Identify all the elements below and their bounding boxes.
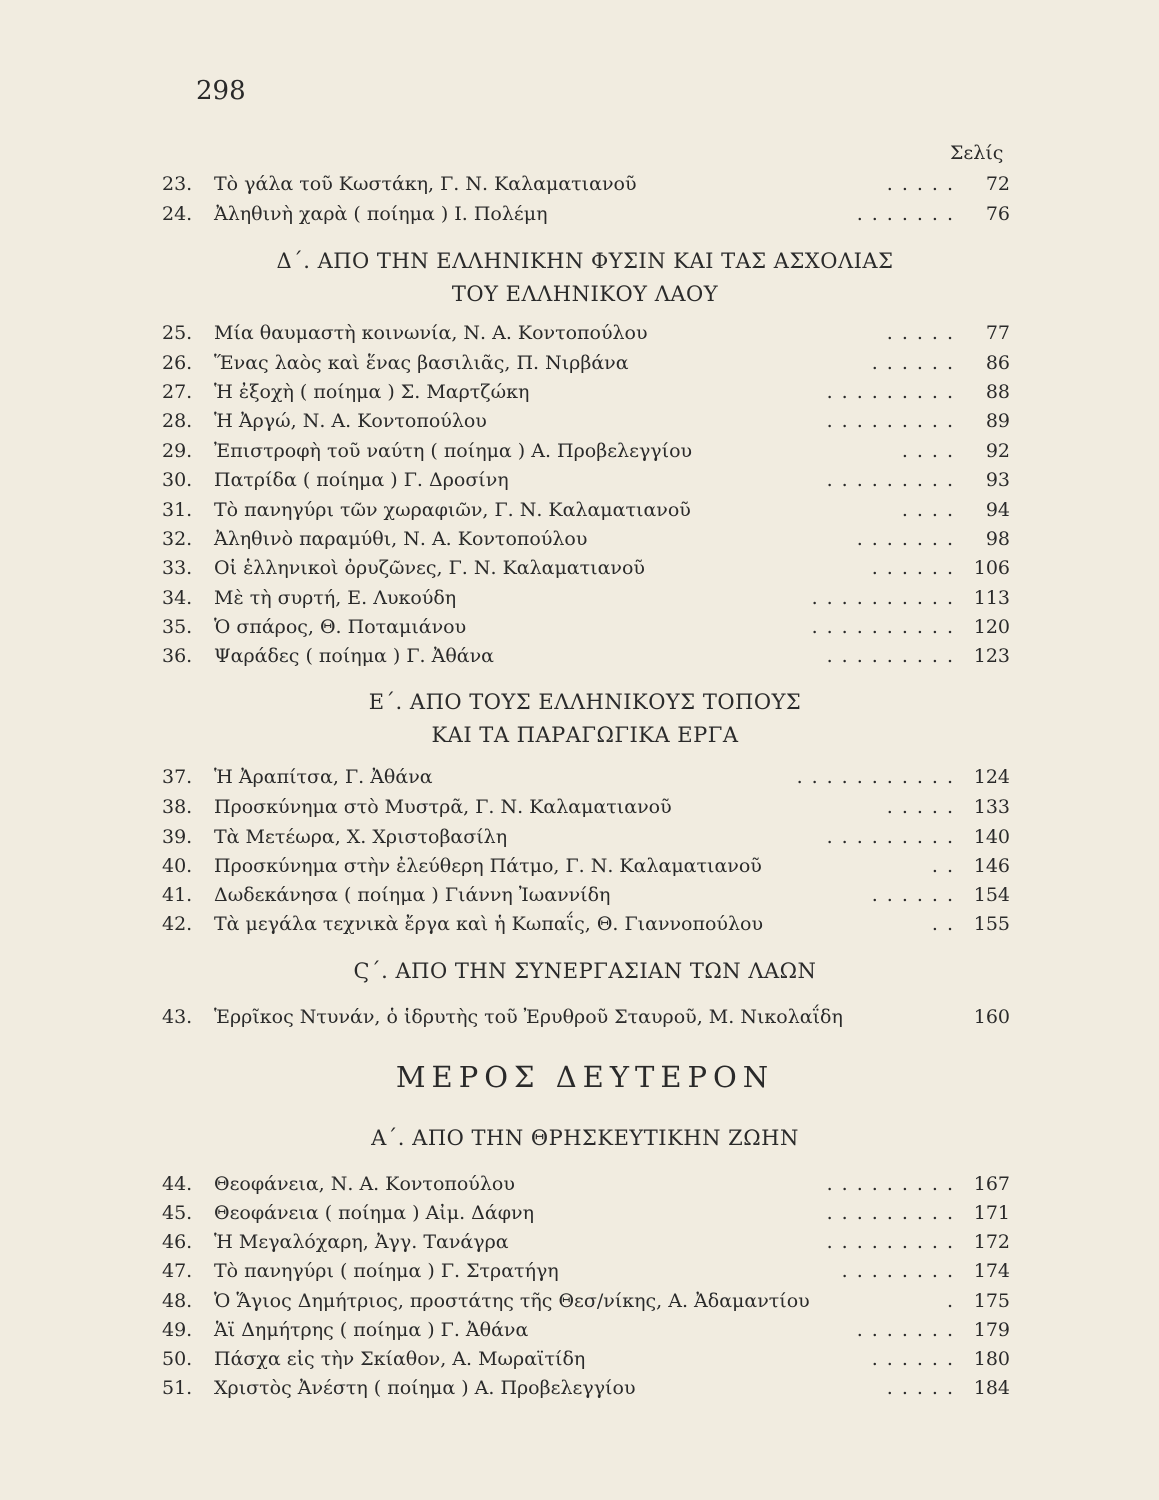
entry-number: 27. [162,381,193,403]
toc-entry [162,587,1010,613]
entry-page: 77 [985,322,1010,344]
toc-entry [162,1260,1010,1286]
toc-entry [162,1006,1010,1032]
toc-entry [162,499,1010,525]
toc-entry [162,616,1010,642]
leader-dots: ......... [826,410,962,432]
toc-entry [162,173,1010,199]
entry-page: 154 [973,884,1010,906]
toc-entry [162,1231,1010,1257]
section-heading-line: Α΄. ΑΠΟ ΤΗΝ ΘΡΗΣΚΕΥΤΙΚΗΝ ΖΩΗΝ [371,1126,799,1150]
entry-page: 174 [973,1260,1010,1282]
leader-dots: ......... [826,1202,962,1224]
entry-page: 146 [973,855,1010,877]
toc-entry [162,855,1010,881]
toc-entry [162,884,1010,910]
leader-dots: ..... [886,796,962,818]
leader-dots: ...... [871,352,962,374]
entry-number: 28. [162,410,193,432]
leader-dots: ...... [871,884,962,906]
leader-dots: ........ [841,1260,962,1282]
entry-number: 45. [162,1202,193,1224]
entry-page: 88 [985,381,1010,403]
entry-page: 172 [973,1231,1010,1253]
entry-title: Τὰ Μετέωρα, Χ. Χριστοβασίλη [214,826,508,848]
toc-entry [162,322,1010,348]
toc-entry [162,1348,1010,1374]
entry-number: 47. [162,1260,193,1282]
entry-title: Τὸ πανηγύρι τῶν χωραφιῶν, Γ. Ν. Καλαματιανοῦ [214,499,691,521]
leader-dots: ......... [826,1173,962,1195]
entry-page: 113 [973,587,1010,609]
leader-dots: ..... [886,1377,962,1399]
leader-dots: ..... [886,322,962,344]
entry-page: 106 [973,557,1010,579]
entry-page: 180 [973,1348,1010,1370]
section-heading [160,1122,1010,1155]
toc-entry [162,1290,1010,1316]
entry-page: 171 [973,1202,1010,1224]
toc-entry [162,352,1010,378]
leader-dots: ...... [871,557,962,579]
entry-number: 32. [162,528,193,550]
entry-number: 23. [162,173,193,195]
entry-title: Θεοφάνεια, Ν. Α. Κοντοπούλου [214,1173,515,1195]
toc-entry [162,826,1010,852]
part-title: ΜΕΡΟΣ ΔΕΥΤΕΡΟΝ [395,1060,775,1094]
entry-title: Ὁ σπάρος, Θ. Ποταμιάνου [214,616,467,638]
entry-title: Ἡ Ἀργώ, Ν. Α. Κοντοπούλου [214,410,487,432]
toc-entry [162,203,1010,229]
leader-dots: ......... [826,826,962,848]
entry-page: 160 [973,1006,1010,1028]
entry-page: 120 [973,616,1010,638]
entry-number: 34. [162,587,193,609]
leader-dots: ......... [826,645,962,667]
entry-title: Τὸ γάλα τοῦ Κωστάκη, Γ. Ν. Καλαματιανοῦ [214,173,637,195]
entry-title: Μὲ τὴ συρτή, Ε. Λυκούδη [214,587,457,609]
toc-entry [162,796,1010,822]
entry-page: 123 [973,645,1010,667]
entry-number: 41. [162,884,193,906]
entry-title: Δωδεκάνησα ( ποίημα ) Γιάννη Ἰωαννίδη [214,884,611,906]
section-heading-line: Δ΄. ΑΠΟ ΤΗΝ ΕΛΛΗΝΙΚΗΝ ΦΥΣΙΝ ΚΑΙ ΤΑΣ ΑΣΧΟΛΙΑΣ [276,249,894,273]
leader-dots: ....... [856,1319,962,1341]
entry-number: 50. [162,1348,193,1370]
toc-entry [162,1377,1010,1403]
toc-entry [162,410,1010,436]
entry-page: 98 [985,528,1010,550]
entry-page: 89 [985,410,1010,432]
entry-number: 30. [162,469,193,491]
section-heading-line: ΚΑΙ ΤΑ ΠΑΡΑΓΩΓΙΚΑ ΕΡΓΑ [431,723,739,747]
leader-dots: ........... [796,766,962,788]
entry-title: Ψαράδες ( ποίημα ) Γ. Ἀθάνα [214,645,494,667]
entry-number: 39. [162,826,193,848]
entry-page: 124 [973,766,1010,788]
entry-title: Οἱ ἑλληνικοὶ ὀρυζῶνες, Γ. Ν. Καλαματιανοῦ [214,557,645,579]
entry-title: Χριστὸς Ἀνέστη ( ποίημα ) Α. Προβελεγγίου [214,1377,636,1399]
toc-entry [162,381,1010,407]
leader-dots: .... [901,440,962,462]
entry-title: Ἡ Ἀραπίτσα, Γ. Ἀθάνα [214,766,433,788]
toc-entry [162,913,1010,939]
section-heading-line: Ϛ΄. ΑΠΟ ΤΗΝ ΣΥΝΕΡΓΑΣΙΑΝ ΤΩΝ ΛΑΩΝ [353,959,817,983]
entry-number: 31. [162,499,193,521]
page-number: 298 [196,76,246,106]
entry-title: Ἡ ἐξοχὴ ( ποίημα ) Σ. Μαρτζώκη [214,381,530,403]
entry-title: Ἐπιστροφὴ τοῦ ναύτη ( ποίημα ) Α. Προβελεγγίου [214,440,693,462]
leader-dots: ..... [886,173,962,195]
toc-entry [162,528,1010,554]
entry-number: 36. [162,645,193,667]
leader-dots: .. [931,913,962,935]
entry-page: 175 [973,1290,1010,1312]
toc-entry [162,557,1010,583]
leader-dots: .... [901,499,962,521]
entry-title: Ἕνας λαὸς καὶ ἕνας βασιλιᾶς, Π. Νιρβάνα [214,352,629,374]
entry-title: Προσκύνημα στὴν ἐλεύθερη Πάτμο, Γ. Ν. Καλαματιανοῦ [214,855,762,877]
entry-number: 44. [162,1173,193,1195]
section-heading [160,686,1010,752]
entry-page: 184 [973,1377,1010,1399]
entry-number: 42. [162,913,193,935]
leader-dots: . [946,1290,962,1312]
entry-title: Ὁ Ἅγιος Δημήτριος, προστάτης τῆς Θεσ/νίκης, Α. Ἀδαμαντίου [214,1290,810,1312]
entry-title: Ἀληθινὸ παραμύθι, Ν. Α. Κοντοπούλου [214,528,588,550]
entry-page: 76 [985,203,1010,225]
entry-number: 24. [162,203,193,225]
entry-title: Πατρίδα ( ποίημα ) Γ. Δροσίνη [214,469,509,491]
entry-title: Ἀληθινὴ χαρὰ ( ποίημα ) Ι. Πολέμη [214,203,548,225]
entry-page: 72 [985,173,1010,195]
leader-dots: ......... [826,381,962,403]
entry-page: 179 [973,1319,1010,1341]
section-heading-line: Ε΄. ΑΠΟ ΤΟΥΣ ΕΛΛΗΝΙΚΟΥΣ ΤΟΠΟΥΣ [368,690,802,714]
entry-page: 93 [985,469,1010,491]
entry-number: 51. [162,1377,193,1399]
entry-title: Ἡ Μεγαλόχαρη, Ἀγγ. Τανάγρα [214,1231,509,1253]
entry-page: 92 [985,440,1010,462]
entry-title: Τὸ πανηγύρι ( ποίημα ) Γ. Στρατήγη [214,1260,559,1282]
entry-number: 46. [162,1231,193,1253]
entry-page: 167 [973,1173,1010,1195]
entry-number: 37. [162,766,193,788]
entry-title: Προσκύνημα στὸ Μυστρᾶ, Γ. Ν. Καλαματιανοῦ [214,796,672,818]
entry-title: Μία θαυμαστὴ κοινωνία, Ν. Α. Κοντοπούλου [214,322,648,344]
entry-page: 86 [985,352,1010,374]
leader-dots: ......... [826,469,962,491]
entry-title: Θεοφάνεια ( ποίημα ) Αἰμ. Δάφνη [214,1202,534,1224]
section-heading [160,245,1010,311]
section-heading-line: ΤΟΥ ΕΛΛΗΝΙΚΟΥ ΛΑΟΥ [451,282,719,306]
toc-entry [162,469,1010,495]
column-header: Σελίς [950,142,1004,164]
entry-page: 133 [973,796,1010,818]
section-heading [160,955,1010,988]
entry-title: Πάσχα εἰς τὴν Σκίαθον, Α. Μωραϊτίδη [214,1348,586,1370]
entry-title: Ἑρρῖκος Ντυνάν, ὁ ἱδρυτὴς τοῦ Ἐρυθροῦ Σταυροῦ, Μ. Νικολαΐδη [214,1006,843,1028]
leader-dots: .. [931,855,962,877]
entry-number: 26. [162,352,193,374]
toc-entry [162,440,1010,466]
leader-dots: .......... [811,587,962,609]
entry-number: 25. [162,322,193,344]
leader-dots: .......... [811,616,962,638]
entry-number: 35. [162,616,193,638]
entry-number: 48. [162,1290,193,1312]
toc-entry [162,1319,1010,1345]
toc-entry [162,645,1010,671]
toc-entry [162,1202,1010,1228]
toc-entry [162,1173,1010,1199]
entry-title: Ἁϊ Δημήτρης ( ποίημα ) Γ. Ἀθάνα [214,1319,529,1341]
entry-title: Τὰ μεγάλα τεχνικὰ ἔργα καὶ ἡ Κωπαΐς, Θ. Γιαννοπούλου [214,913,763,935]
toc-entry [162,766,1010,792]
leader-dots: ....... [856,203,962,225]
entry-number: 40. [162,855,193,877]
entry-page: 155 [973,913,1010,935]
leader-dots: ......... [826,1231,962,1253]
leader-dots: ...... [871,1348,962,1370]
entry-number: 33. [162,557,193,579]
entry-page: 94 [985,499,1010,521]
entry-number: 29. [162,440,193,462]
entry-number: 43. [162,1006,193,1028]
leader-dots: ....... [856,528,962,550]
entry-number: 49. [162,1319,193,1341]
entry-page: 140 [973,826,1010,848]
entry-number: 38. [162,796,193,818]
